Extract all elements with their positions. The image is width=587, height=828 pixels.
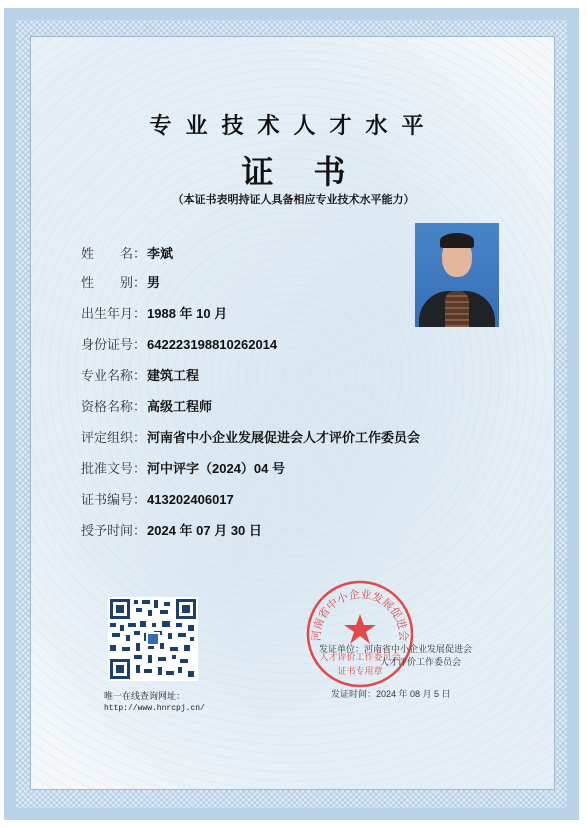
holder-photo [415, 223, 499, 327]
official-seal [304, 578, 416, 690]
field-value: 男 [147, 275, 161, 290]
issuer-block [319, 643, 519, 669]
certificate-subtitle: （本证书表明持证人具备相应专业技术水平能力） [172, 193, 415, 206]
field-value: 河中评字（2024）04 号 [147, 461, 285, 476]
field-label: 资格名称： [81, 399, 147, 414]
qr-code[interactable] [108, 597, 198, 681]
field-major [81, 366, 199, 386]
field-approval-number [81, 459, 285, 479]
field-label: 评定组织： [81, 430, 147, 445]
field-label: 授予时间： [81, 523, 147, 538]
field-label: 批准文号： [81, 461, 147, 476]
field-gender [81, 273, 160, 293]
field-certificate-number [81, 490, 234, 510]
field-value: 642223198810262014 [147, 337, 278, 352]
verification-url[interactable]: http://www.hnrcpj.cn/ [104, 704, 205, 713]
field-id-number [81, 335, 277, 355]
field-qualification [81, 397, 212, 417]
verification-caption: 唯一在线查询网址： [104, 691, 186, 701]
field-birth [81, 304, 227, 324]
field-organization [81, 428, 420, 448]
field-value: 高级工程师 [147, 399, 213, 414]
photo-hair [440, 233, 474, 248]
certificate-word: 证书 [241, 153, 386, 191]
issue-date: 发证时间：2024 年 08 月 5 日 [331, 689, 451, 699]
photo-shirt [445, 291, 469, 327]
field-value: 建筑工程 [147, 368, 200, 383]
field-label: 身份证号： [81, 337, 147, 352]
seal-inner-text: 人才评价工作委员会 [319, 652, 401, 662]
issuer-line2: 人才评价工作委员会 [380, 657, 462, 667]
seal-ring-text: 河南省中小企业发展促进会 [310, 588, 410, 642]
field-value: 413202406017 [147, 492, 234, 507]
field-award-date [81, 521, 262, 541]
field-value: 李斌 [147, 246, 174, 261]
field-label: 出生年月： [81, 306, 147, 321]
field-name [81, 244, 173, 264]
field-value: 河南省中小企业发展促进会人才评价工作委员会 [147, 430, 421, 445]
issuer-line1: 发证单位：河南省中小企业发展促进会 [319, 644, 473, 654]
field-label: 性 别： [81, 275, 147, 290]
seal-bottom-text: 证书专用章 [337, 666, 383, 676]
certificate-title: 专业技术人才水平 [149, 113, 438, 139]
field-label: 姓 名： [81, 246, 147, 261]
field-value: 1988 年 10 月 [147, 306, 228, 321]
field-label: 证书编号： [81, 492, 147, 507]
field-value: 2024 年 07 月 30 日 [147, 523, 262, 538]
field-label: 专业名称： [81, 368, 147, 383]
